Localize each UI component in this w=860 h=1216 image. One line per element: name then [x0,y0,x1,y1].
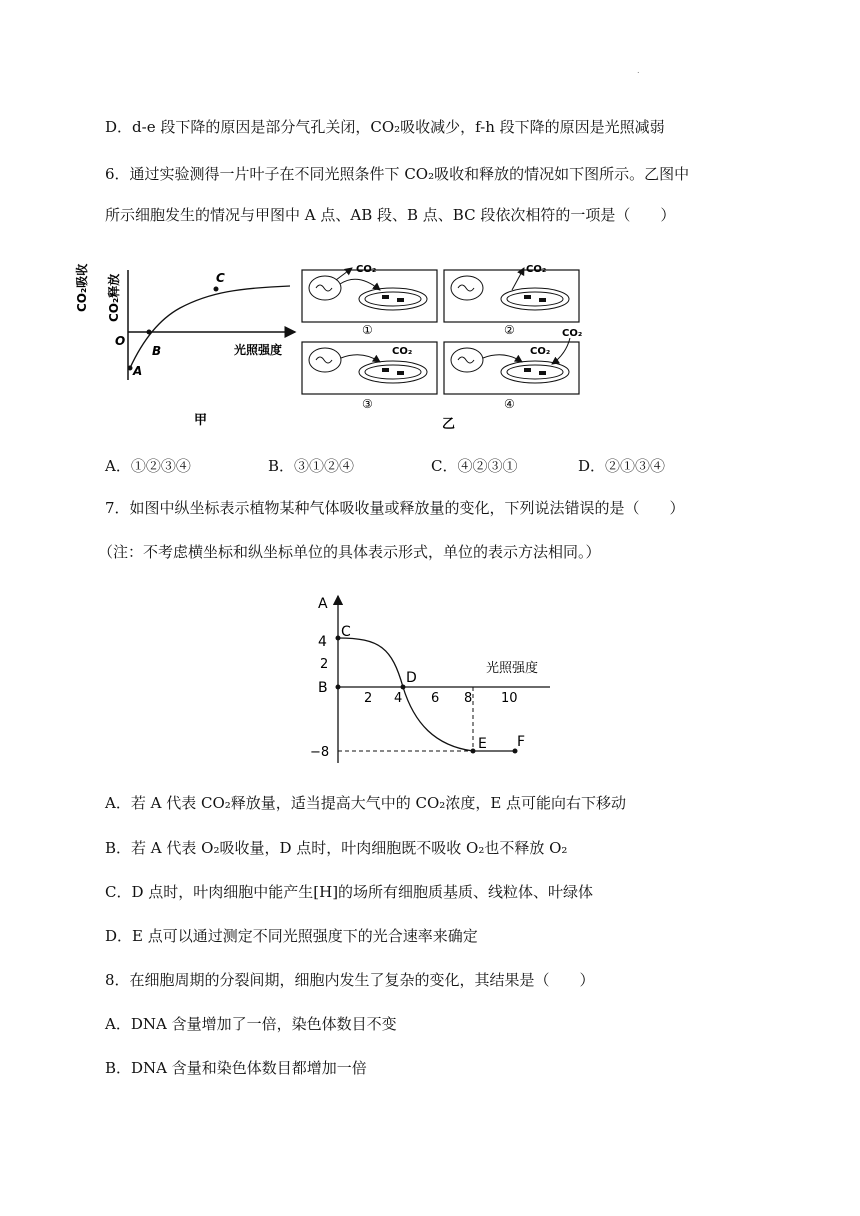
q7-option-c: C．D 点时，叶肉细胞中能产生[H]的场所有细胞质基质、线粒体、叶绿体 [105,883,594,901]
point-d-label: D [406,670,417,686]
q6-stem-2: 所示细胞发生的情况与甲图中 A 点、AB 段、B 点、BC 段依次相符的一项是（ ） [105,206,676,224]
point-a-marker [128,366,133,371]
q6-figure [75,262,600,437]
co2-label-3: CO₂ [392,346,413,357]
panel-4-number: ④ [504,397,515,411]
point-e-marker [471,749,476,754]
point-c-marker [336,636,341,641]
caption-jia: 甲 [194,413,208,428]
panel-2 [444,264,579,337]
point-b-marker [147,330,152,335]
x-axis-label: 光照强度 [486,661,539,676]
panel-3 [302,342,437,411]
caption-yi: 乙 [442,417,456,432]
q8-stem: 8．在细胞周期的分裂间期，细胞内发生了复杂的变化，其结果是（ ） [105,971,595,989]
point-f-label: F [517,734,526,750]
x-label: 光照强度 [234,343,283,357]
y-tick-neg8: −8 [310,745,330,760]
point-c-label: C [216,271,225,285]
point-c-label: C [341,624,351,640]
panel-1-number: ① [362,323,373,337]
panel-2-number: ② [504,323,515,337]
q7-stem-2: （注：不考虑横坐标和纵坐标单位的具体表示形式，单位的表示方法相同。） [98,543,601,561]
y-label-top: CO₂吸收 [75,263,89,312]
y-tick-2: 2 [320,657,329,672]
q5-option-d: D．d-e 段下降的原因是部分气孔关闭，CO₂吸收减少，f-h 段下降的原因是光照减弱 [105,118,665,136]
q7-figure [310,588,560,768]
point-b-label: B [318,680,328,696]
q7-option-b: B．若 A 代表 O₂吸收量，D 点时，叶肉细胞既不吸收 O₂也不释放 O₂ [105,839,568,857]
q6-option-d: D．②①③④ [578,457,666,475]
x-tick-8: 8 [464,691,473,706]
page-mark: . [637,66,640,75]
q7-option-a: A．若 A 代表 CO₂释放量，适当提高大气中的 CO₂浓度，E 点可能向右下移动 [105,794,627,812]
panel-4 [444,328,582,411]
co2-label-1: CO₂ [356,264,377,275]
q7-option-d: D．E 点可以通过测定不同光照强度下的光合速率来确定 [105,927,478,945]
point-b-label: B [152,344,162,358]
y-tick-4: 4 [318,634,327,650]
x-tick-2: 2 [364,691,373,706]
point-d-marker [401,685,406,690]
origin-label: O [115,334,126,348]
q7-stem-1: 7．如图中纵坐标表示植物某种气体吸收量或释放量的变化，下列说法错误的是（ ） [105,499,685,517]
x-tick-4: 4 [394,691,403,706]
panel-1 [302,264,437,337]
q8-option-b: B．DNA 含量和染色体数目都增加一倍 [105,1059,367,1077]
co2-label-4a: CO₂ [530,346,551,357]
x-tick-10: 10 [501,691,518,706]
y-label-bottom: CO₂释放 [107,273,121,322]
point-a-label: A [133,364,143,378]
y-axis-label: A [318,596,328,612]
q6-stem-1: 6．通过实验测得一片叶子在不同光照条件下 CO₂吸收和释放的情况如下图所示。乙图中 [105,165,690,183]
q8-option-a: A．DNA 含量增加了一倍，染色体数目不变 [105,1015,397,1033]
q6-option-a: A．①②③④ [105,457,191,475]
x-tick-6: 6 [431,691,440,706]
co2-label-4b: CO₂ [562,328,583,339]
q6-option-b: B．③①②④ [268,457,355,475]
panel-3-number: ③ [362,397,373,411]
co2-label-2: CO₂ [526,264,547,275]
point-c-marker [214,287,219,292]
graph-jia [74,263,295,428]
point-e-label: E [478,736,487,752]
q6-option-c: C．④②③① [431,457,518,475]
